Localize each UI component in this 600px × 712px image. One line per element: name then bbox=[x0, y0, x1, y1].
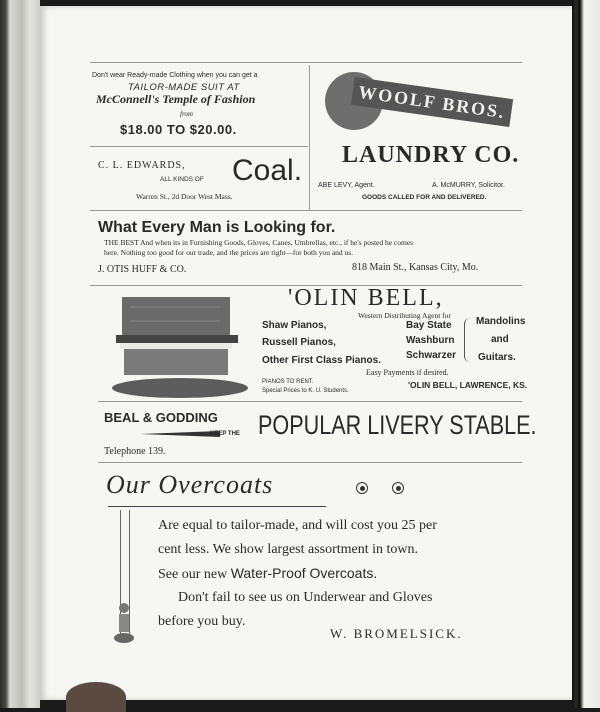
overcoats-waterproof: Water-Proof Overcoats. bbox=[230, 565, 378, 581]
laundry-name: LAUNDRY CO. bbox=[342, 142, 520, 168]
bell-brand-1: Bay State bbox=[406, 320, 452, 331]
bell-special: Special Prices to K. U. Students. bbox=[262, 388, 349, 394]
bell-name: 'OLIN BELL, bbox=[288, 285, 444, 311]
book-right-edge bbox=[572, 0, 600, 708]
coal-name: C. L. EDWARDS, bbox=[98, 160, 186, 171]
huff-address: 818 Main St., Kansas City, Mo. bbox=[352, 262, 479, 273]
huff-name: J. OTIS HUFF & CO. bbox=[98, 264, 187, 275]
bell-instrument-2: and bbox=[491, 334, 509, 345]
tailor-line4: from bbox=[180, 110, 193, 118]
decorative-figure bbox=[112, 600, 136, 644]
bell-brace bbox=[464, 318, 473, 362]
divider-row4 bbox=[98, 462, 522, 463]
overcoats-title-rule bbox=[108, 506, 326, 507]
bell-rent: PIANOS TO RENT. bbox=[262, 379, 314, 385]
overcoats-line-4: Don't fail to see us on Underwear and Gloves bbox=[178, 590, 433, 605]
livery-keep: KEEP THE bbox=[210, 431, 240, 437]
bell-brand-2: Washburn bbox=[406, 335, 455, 346]
laundry-tagline: GOODS CALLED FOR AND DELIVERED. bbox=[362, 194, 487, 201]
bell-piano-1: Shaw Pianos, bbox=[262, 320, 327, 331]
ornament-2 bbox=[392, 482, 404, 494]
overcoats-signature: W. BROMELSICK. bbox=[330, 626, 463, 641]
divider-row1 bbox=[90, 210, 522, 211]
bell-instrument-1: Mandolins bbox=[476, 316, 526, 327]
piano-illustration bbox=[110, 293, 250, 398]
vertical-divider bbox=[309, 65, 310, 210]
divider-tailor-coal bbox=[90, 146, 308, 147]
bell-piano-2: Russell Pianos, bbox=[262, 337, 336, 348]
coal-product: Coal. bbox=[232, 154, 303, 187]
huff-body-2: here. Nothing too good for our trade, and the prices are right—for both you and us. bbox=[104, 248, 354, 257]
tailor-line2: TAILOR-MADE SUIT AT bbox=[128, 82, 240, 93]
bell-payments: Easy Payments if desired. bbox=[366, 368, 449, 377]
laundry-agent: ABE LEVY, Agent. bbox=[318, 182, 375, 189]
livery-phone: Telephone 139. bbox=[104, 446, 166, 457]
overcoats-title: Our Overcoats bbox=[106, 470, 274, 499]
book-spine-edge bbox=[0, 0, 40, 708]
ornament-1 bbox=[356, 482, 368, 494]
laundry-solicitor: A. McMURRY, Solicitor. bbox=[432, 182, 505, 189]
coal-address: Warren St., 2d Door West Mass. bbox=[136, 192, 233, 201]
livery-pointer bbox=[140, 428, 220, 440]
tailor-price: $18.00 TO $20.00. bbox=[120, 122, 237, 137]
divider-row3 bbox=[98, 401, 522, 402]
bell-instrument-3: Guitars. bbox=[478, 352, 516, 363]
overcoats-line-5: before you buy. bbox=[158, 614, 246, 629]
overcoats-line-1: Are equal to tailor-made, and will cost you 25 per bbox=[158, 518, 437, 533]
overcoats-line-3a: See our new bbox=[158, 567, 231, 582]
huff-headline: What Every Man is Looking for. bbox=[98, 219, 336, 236]
tailor-line3: McConnell's Temple of Fashion bbox=[96, 92, 256, 106]
overcoats-line-2: cent less. We show largest assortment in town. bbox=[158, 542, 419, 557]
livery-headline: POPULAR LIVERY STABLE. bbox=[258, 410, 537, 440]
overcoats-line-3 bbox=[158, 565, 377, 583]
bell-subtitle: Western Distributing Agent for bbox=[358, 311, 451, 320]
tailor-line1: Don't wear Ready-made Clothing when you can get a bbox=[92, 72, 258, 79]
bell-piano-3: Other First Class Pianos. bbox=[262, 355, 381, 366]
livery-name: BEAL & GODDING bbox=[104, 410, 218, 425]
coal-kinds: ALL KINDS OF bbox=[160, 176, 204, 183]
top-rule bbox=[90, 62, 522, 63]
bell-brand-3: Schwarzer bbox=[406, 350, 457, 361]
laundry-brand-banner: WOOLF BROS. bbox=[351, 77, 513, 127]
huff-body-1: THE BEST And when its in Furnishing Goods, Gloves, Canes, Umbrellas, etc., if he's posted he comes bbox=[104, 238, 414, 247]
bell-signature: 'OLIN BELL, LAWRENCE, KS. bbox=[408, 380, 528, 390]
